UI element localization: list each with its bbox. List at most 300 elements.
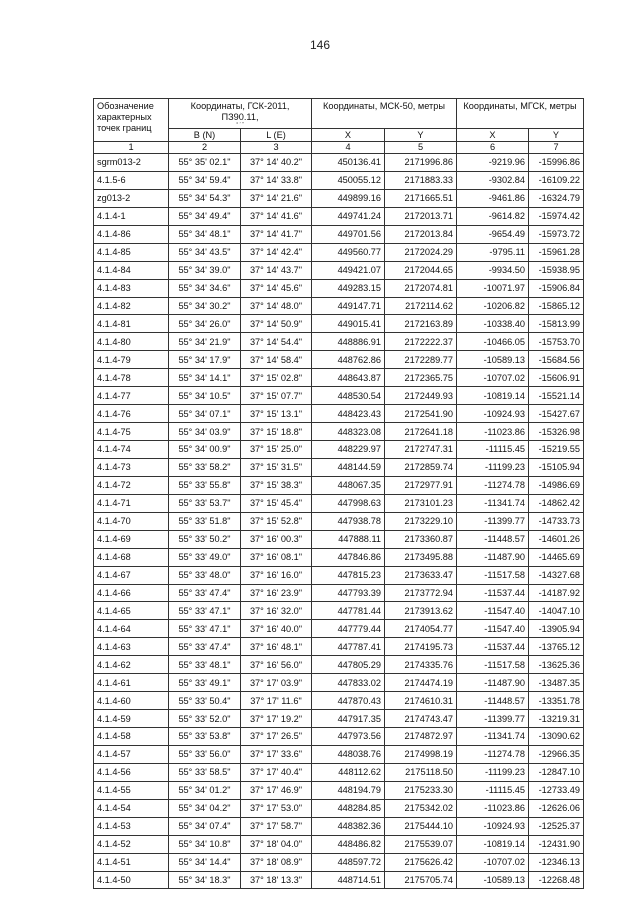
msk-x-cell: 448067.35 (312, 476, 385, 494)
msk-y-cell: 2174998.19 (385, 745, 457, 763)
longitude-cell: 37° 16' 40.0" (241, 620, 312, 638)
column-number: 3 (241, 142, 312, 154)
mgsk-y-cell: -12733.49 (529, 781, 584, 799)
point-id-cell: 4.1.4-66 (94, 584, 169, 602)
point-id-cell: 4.1.4-75 (94, 423, 169, 441)
msk-x-cell: 448486.82 (312, 835, 385, 853)
msk-y-cell: 2173101.23 (385, 494, 457, 512)
msk-y-cell: 2173772.94 (385, 584, 457, 602)
longitude-cell: 37° 14' 21.6" (241, 189, 312, 207)
table-row (94, 315, 584, 333)
point-id-cell: 4.1.4-83 (94, 279, 169, 297)
msk-x-cell: 449560.77 (312, 243, 385, 261)
mgsk-x-cell: -9461.86 (457, 189, 529, 207)
longitude-cell: 37° 14' 45.6" (241, 279, 312, 297)
table-row (94, 207, 584, 225)
mgsk-y-cell: -12847.10 (529, 763, 584, 781)
point-id-cell: 4.1.4-50 (94, 871, 169, 889)
msk-x-cell: 448762.86 (312, 351, 385, 369)
mgsk-x-cell: -11199.23 (457, 763, 529, 781)
mgsk-y-cell: -13487.35 (529, 674, 584, 692)
latitude-cell: 55° 34' 10.8" (169, 835, 241, 853)
msk-y-cell: 2172541.90 (385, 405, 457, 423)
latitude-cell: 55° 34' 03.9" (169, 423, 241, 441)
point-id-cell: sgrm013-2 (94, 154, 169, 172)
mgsk-y-cell: -15684.56 (529, 351, 584, 369)
msk-y-cell: 2172024.29 (385, 243, 457, 261)
msk-x-cell: 447787.41 (312, 638, 385, 656)
msk-y-cell: 2175444.10 (385, 817, 457, 835)
latitude-cell: 55° 34' 04.2" (169, 799, 241, 817)
mgsk-y-cell: -12346.13 (529, 853, 584, 871)
mgsk-x-cell: -11448.57 (457, 692, 529, 710)
mgsk-y-cell: -14862.42 (529, 494, 584, 512)
table-row (94, 763, 584, 781)
point-id-cell: 4.1.4-67 (94, 566, 169, 584)
mgsk-y-cell: -14047.10 (529, 602, 584, 620)
mgsk-y-cell: -15961.28 (529, 243, 584, 261)
mgsk-y-cell: -15753.70 (529, 333, 584, 351)
point-id-cell: 4.1.4-81 (94, 315, 169, 333)
msk-y-cell: 2174610.31 (385, 692, 457, 710)
msk-y-cell: 2173495.88 (385, 548, 457, 566)
point-id-cell: 4.1.4-79 (94, 351, 169, 369)
latitude-cell: 55° 34' 59.4" (169, 171, 241, 189)
longitude-cell: 37° 18' 13.3" (241, 871, 312, 889)
point-id-cell: 4.1.4-70 (94, 512, 169, 530)
table-row (94, 297, 584, 315)
latitude-cell: 55° 33' 53.8" (169, 728, 241, 746)
point-id-cell: 4.1.4-73 (94, 458, 169, 476)
point-id-cell: 4.1.4-57 (94, 745, 169, 763)
msk-y-cell: 2175705.74 (385, 871, 457, 889)
mgsk-x-cell: -11547.40 (457, 620, 529, 638)
longitude-cell: 37° 15' 18.8" (241, 423, 312, 441)
longitude-cell: 37° 16' 48.1" (241, 638, 312, 656)
mgsk-y-cell: -12626.06 (529, 799, 584, 817)
mgsk-x-cell: -10466.05 (457, 333, 529, 351)
msk-y-cell: 2172044.65 (385, 261, 457, 279)
table-row (94, 745, 584, 763)
longitude-cell: 37° 15' 45.4" (241, 494, 312, 512)
msk-y-cell: 2174872.97 (385, 728, 457, 746)
msk-y-cell: 2175118.50 (385, 763, 457, 781)
latitude-cell: 55° 35' 02.1" (169, 154, 241, 172)
msk-x-cell: 449899.16 (312, 189, 385, 207)
mgsk-y-cell: -13905.94 (529, 620, 584, 638)
table-row (94, 154, 584, 172)
latitude-cell: 55° 34' 18.3" (169, 871, 241, 889)
msk-x-cell: 447917.35 (312, 710, 385, 728)
header-gsk-label: Координаты, ГСК-2011, ПЗ90.11, (190, 101, 290, 122)
mgsk-y-cell: -16109.22 (529, 171, 584, 189)
mgsk-x-cell: -9302.84 (457, 171, 529, 189)
point-id-cell: 4.1.4-72 (94, 476, 169, 494)
point-id-cell: 4.1.4-60 (94, 692, 169, 710)
table-row (94, 494, 584, 512)
latitude-cell: 55° 33' 48.0" (169, 566, 241, 584)
mgsk-y-cell: -15427.67 (529, 405, 584, 423)
table-row (94, 279, 584, 297)
latitude-cell: 55° 33' 47.1" (169, 602, 241, 620)
table-row (94, 674, 584, 692)
longitude-cell: 37° 15' 07.7" (241, 387, 312, 405)
mgsk-y-cell: -15906.84 (529, 279, 584, 297)
point-id-cell: 4.1.4-85 (94, 243, 169, 261)
msk-x-cell: 448284.85 (312, 799, 385, 817)
msk-x-cell: 450055.12 (312, 171, 385, 189)
header-mgsk-coordinates: Координаты, МГСК, метры (457, 99, 584, 129)
msk-y-cell: 2173360.87 (385, 530, 457, 548)
mgsk-y-cell: -12525.37 (529, 817, 584, 835)
table-row (94, 799, 584, 817)
msk-y-cell: 2172365.75 (385, 369, 457, 387)
mgsk-x-cell: -11547.40 (457, 602, 529, 620)
msk-y-cell: 2172013.71 (385, 207, 457, 225)
table-row (94, 261, 584, 279)
latitude-cell: 55° 33' 50.2" (169, 530, 241, 548)
point-id-cell: 4.1.4-86 (94, 225, 169, 243)
mgsk-x-cell: -9654.49 (457, 225, 529, 243)
point-id-cell: 4.1.4-62 (94, 656, 169, 674)
mgsk-y-cell: -13351.78 (529, 692, 584, 710)
msk-x-cell: 448530.54 (312, 387, 385, 405)
latitude-cell: 55° 34' 14.1" (169, 369, 241, 387)
point-id-cell: 4.1.4-58 (94, 728, 169, 746)
table-row (94, 817, 584, 835)
mgsk-x-cell: -10071.97 (457, 279, 529, 297)
mgsk-y-cell: -16324.79 (529, 189, 584, 207)
mgsk-y-cell: -14601.26 (529, 530, 584, 548)
msk-x-cell: 449701.56 (312, 225, 385, 243)
msk-y-cell: 2173633.47 (385, 566, 457, 584)
table-row (94, 710, 584, 728)
msk-y-cell: 2174195.73 (385, 638, 457, 656)
point-id-cell: 4.1.4-65 (94, 602, 169, 620)
msk-x-cell: 449421.07 (312, 261, 385, 279)
longitude-cell: 37° 14' 48.0" (241, 297, 312, 315)
column-number: 6 (457, 142, 529, 154)
msk-y-cell: 2171883.33 (385, 171, 457, 189)
msk-y-cell: 2175626.42 (385, 853, 457, 871)
latitude-cell: 55° 33' 52.0" (169, 710, 241, 728)
mgsk-x-cell: -11487.90 (457, 548, 529, 566)
mgsk-y-cell: -15813.99 (529, 315, 584, 333)
mgsk-y-cell: -14733.73 (529, 512, 584, 530)
mgsk-x-cell: -9934.50 (457, 261, 529, 279)
latitude-cell: 55° 34' 07.4" (169, 817, 241, 835)
latitude-cell: 55° 33' 47.1" (169, 620, 241, 638)
mgsk-x-cell: -9795.11 (457, 243, 529, 261)
msk-x-cell: 447815.23 (312, 566, 385, 584)
longitude-cell: 37° 17' 26.5" (241, 728, 312, 746)
longitude-cell: 37° 15' 02.8" (241, 369, 312, 387)
msk-x-cell: 449283.15 (312, 279, 385, 297)
longitude-cell: 37° 14' 40.2" (241, 154, 312, 172)
msk-y-cell: 2174054.77 (385, 620, 457, 638)
msk-x-cell: 447779.44 (312, 620, 385, 638)
longitude-cell: 37° 16' 32.0" (241, 602, 312, 620)
column-number: 7 (529, 142, 584, 154)
table-row (94, 728, 584, 746)
longitude-cell: 37° 18' 04.0" (241, 835, 312, 853)
msk-x-cell: 450136.41 (312, 154, 385, 172)
table-row (94, 781, 584, 799)
longitude-cell: 37° 14' 50.9" (241, 315, 312, 333)
msk-y-cell: 2175539.07 (385, 835, 457, 853)
msk-y-cell: 2172222.37 (385, 333, 457, 351)
mgsk-x-cell: -10819.14 (457, 387, 529, 405)
mgsk-x-cell: -11517.58 (457, 566, 529, 584)
msk-x-cell: 447781.44 (312, 602, 385, 620)
point-id-cell: 4.1.4-51 (94, 853, 169, 871)
msk-y-cell: 2172859.74 (385, 458, 457, 476)
latitude-cell: 55° 33' 58.5" (169, 763, 241, 781)
longitude-cell: 37° 15' 38.3" (241, 476, 312, 494)
mgsk-x-cell: -11023.86 (457, 799, 529, 817)
table-row (94, 656, 584, 674)
mgsk-x-cell: -11341.74 (457, 728, 529, 746)
longitude-cell: 37° 15' 31.5" (241, 458, 312, 476)
msk-x-cell: 448229.97 (312, 441, 385, 459)
msk-x-cell: 447998.63 (312, 494, 385, 512)
table-row (94, 189, 584, 207)
msk-x-cell: 448714.51 (312, 871, 385, 889)
msk-y-cell: 2174335.76 (385, 656, 457, 674)
point-id-cell: 4.1.4-68 (94, 548, 169, 566)
mgsk-x-cell: -11274.78 (457, 476, 529, 494)
column-number: 5 (385, 142, 457, 154)
latitude-cell: 55° 34' 26.0" (169, 315, 241, 333)
mgsk-x-cell: -11274.78 (457, 745, 529, 763)
header-gsk-coordinates (169, 99, 312, 129)
longitude-cell: 37° 15' 52.8" (241, 512, 312, 530)
point-id-cell: 4.1.5-6 (94, 171, 169, 189)
table-row (94, 458, 584, 476)
msk-x-cell: 448323.08 (312, 423, 385, 441)
coordinates-table (93, 98, 584, 889)
longitude-cell: 37° 18' 08.9" (241, 853, 312, 871)
longitude-cell: 37° 14' 41.7" (241, 225, 312, 243)
msk-y-cell: 2172074.81 (385, 279, 457, 297)
msk-x-cell: 448597.72 (312, 853, 385, 871)
latitude-cell: 55° 33' 49.1" (169, 674, 241, 692)
point-id-cell: 4.1.4-71 (94, 494, 169, 512)
table-row (94, 171, 584, 189)
mgsk-y-cell: -14465.69 (529, 548, 584, 566)
mgsk-y-cell: -15865.12 (529, 297, 584, 315)
column-number: 1 (94, 142, 169, 154)
latitude-cell: 55° 34' 54.3" (169, 189, 241, 207)
point-id-cell: 4.1.4-64 (94, 620, 169, 638)
latitude-cell: 55° 34' 14.4" (169, 853, 241, 871)
point-id-cell: 4.1.4-53 (94, 817, 169, 835)
mgsk-x-cell: -10924.93 (457, 405, 529, 423)
msk-y-cell: 2172114.62 (385, 297, 457, 315)
table-row (94, 243, 584, 261)
latitude-cell: 55° 34' 48.1" (169, 225, 241, 243)
mgsk-y-cell: -15974.42 (529, 207, 584, 225)
msk-x-cell: 447833.02 (312, 674, 385, 692)
longitude-cell: 37° 14' 42.4" (241, 243, 312, 261)
table-row (94, 423, 584, 441)
table-row (94, 405, 584, 423)
mgsk-x-cell: -11517.58 (457, 656, 529, 674)
msk-x-cell: 448194.79 (312, 781, 385, 799)
msk-y-cell: 2175233.30 (385, 781, 457, 799)
mgsk-x-cell: -10707.02 (457, 369, 529, 387)
longitude-cell: 37° 15' 13.1" (241, 405, 312, 423)
table-row (94, 369, 584, 387)
mgsk-y-cell: -12268.48 (529, 871, 584, 889)
longitude-cell: 37° 14' 43.7" (241, 261, 312, 279)
longitude-cell: 37° 16' 08.1" (241, 548, 312, 566)
mgsk-y-cell: -14187.92 (529, 584, 584, 602)
longitude-cell: 37° 16' 16.0" (241, 566, 312, 584)
longitude-cell: 37° 14' 54.4" (241, 333, 312, 351)
table-row (94, 548, 584, 566)
mgsk-x-cell: -11399.77 (457, 512, 529, 530)
column-number: 4 (312, 142, 385, 154)
msk-x-cell: 447793.39 (312, 584, 385, 602)
mgsk-y-cell: -13090.62 (529, 728, 584, 746)
table-row (94, 602, 584, 620)
longitude-cell: 37° 17' 11.6" (241, 692, 312, 710)
latitude-cell: 55° 33' 47.4" (169, 638, 241, 656)
point-id-cell: 4.1.4-1 (94, 207, 169, 225)
mgsk-x-cell: -11448.57 (457, 530, 529, 548)
mgsk-x-cell: -10206.82 (457, 297, 529, 315)
longitude-cell: 37° 17' 33.6" (241, 745, 312, 763)
longitude-cell: 37° 14' 33.8" (241, 171, 312, 189)
coordinates-table-body (94, 154, 584, 889)
point-id-cell: 4.1.4-80 (94, 333, 169, 351)
mgsk-x-cell: -11537.44 (457, 638, 529, 656)
mgsk-y-cell: -15973.72 (529, 225, 584, 243)
table-row (94, 566, 584, 584)
mgsk-x-cell: -10338.40 (457, 315, 529, 333)
mgsk-y-cell: -13625.36 (529, 656, 584, 674)
msk-y-cell: 2172977.91 (385, 476, 457, 494)
mgsk-y-cell: -15326.98 (529, 423, 584, 441)
msk-x-cell: 448144.59 (312, 458, 385, 476)
longitude-cell: 37° 17' 53.0" (241, 799, 312, 817)
msk-y-cell: 2172289.77 (385, 351, 457, 369)
point-id-cell: 4.1.4-61 (94, 674, 169, 692)
longitude-cell: 37° 17' 46.9" (241, 781, 312, 799)
latitude-cell: 55° 34' 07.1" (169, 405, 241, 423)
msk-x-cell: 448886.91 (312, 333, 385, 351)
longitude-cell: 37° 17' 19.2" (241, 710, 312, 728)
page-number: 146 (309, 38, 331, 52)
point-id-cell: 4.1.4-54 (94, 799, 169, 817)
longitude-cell: 37° 17' 40.4" (241, 763, 312, 781)
mgsk-y-cell: -14986.69 (529, 476, 584, 494)
latitude-cell: 55° 33' 56.0" (169, 745, 241, 763)
msk-y-cell: 2174743.47 (385, 710, 457, 728)
longitude-cell: 37° 16' 23.9" (241, 584, 312, 602)
latitude-cell: 55° 33' 55.8" (169, 476, 241, 494)
mgsk-y-cell: -14327.68 (529, 566, 584, 584)
point-id-cell: 4.1.4-55 (94, 781, 169, 799)
longitude-cell: 37° 17' 58.7" (241, 817, 312, 835)
table-row (94, 638, 584, 656)
msk-y-cell: 2172013.84 (385, 225, 457, 243)
point-id-cell: 4.1.4-82 (94, 297, 169, 315)
subheader-b: B (N) (169, 129, 241, 142)
latitude-cell: 55° 34' 34.6" (169, 279, 241, 297)
mgsk-x-cell: -11115.45 (457, 441, 529, 459)
msk-x-cell: 448423.43 (312, 405, 385, 423)
mgsk-y-cell: -15996.86 (529, 154, 584, 172)
msk-x-cell: 449147.71 (312, 297, 385, 315)
table-row (94, 351, 584, 369)
msk-x-cell: 447938.78 (312, 512, 385, 530)
mgsk-x-cell: -11487.90 (457, 674, 529, 692)
mgsk-x-cell: -10819.14 (457, 835, 529, 853)
msk-x-cell: 447973.56 (312, 728, 385, 746)
msk-y-cell: 2171996.86 (385, 154, 457, 172)
mgsk-x-cell: -9219.96 (457, 154, 529, 172)
mgsk-x-cell: -11399.77 (457, 710, 529, 728)
msk-x-cell: 448382.36 (312, 817, 385, 835)
header-point-designation: Обозначение характерных точек границ (94, 99, 169, 142)
latitude-cell: 55° 33' 58.2" (169, 458, 241, 476)
latitude-cell: 55° 33' 48.1" (169, 656, 241, 674)
mgsk-x-cell: -11023.86 (457, 423, 529, 441)
latitude-cell: 55° 34' 49.4" (169, 207, 241, 225)
header-gsk-units: ° ′ ″ (236, 122, 244, 128)
msk-x-cell: 449015.41 (312, 315, 385, 333)
mgsk-y-cell: -12431.90 (529, 835, 584, 853)
longitude-cell: 37° 17' 03.9" (241, 674, 312, 692)
msk-x-cell: 447888.11 (312, 530, 385, 548)
table-row (94, 512, 584, 530)
table-row (94, 441, 584, 459)
mgsk-x-cell: -11199.23 (457, 458, 529, 476)
mgsk-x-cell: -10924.93 (457, 817, 529, 835)
msk-x-cell: 448643.87 (312, 369, 385, 387)
latitude-cell: 55° 33' 47.4" (169, 584, 241, 602)
msk-x-cell: 449741.24 (312, 207, 385, 225)
msk-y-cell: 2172449.93 (385, 387, 457, 405)
latitude-cell: 55° 34' 43.5" (169, 243, 241, 261)
table-row (94, 530, 584, 548)
mgsk-x-cell: -10589.13 (457, 351, 529, 369)
point-id-cell: 4.1.4-84 (94, 261, 169, 279)
longitude-cell: 37° 16' 00.3" (241, 530, 312, 548)
mgsk-x-cell: -9614.82 (457, 207, 529, 225)
mgsk-x-cell: -11115.45 (457, 781, 529, 799)
table-row (94, 853, 584, 871)
msk-x-cell: 447870.43 (312, 692, 385, 710)
latitude-cell: 55° 34' 21.9" (169, 333, 241, 351)
mgsk-y-cell: -15219.55 (529, 441, 584, 459)
latitude-cell: 55° 34' 00.9" (169, 441, 241, 459)
point-id-cell: zg013-2 (94, 189, 169, 207)
table-row (94, 620, 584, 638)
column-number: 2 (169, 142, 241, 154)
mgsk-x-cell: -11537.44 (457, 584, 529, 602)
longitude-cell: 37° 16' 56.0" (241, 656, 312, 674)
table-row (94, 476, 584, 494)
subheader-msk-x: X (312, 129, 385, 142)
point-id-cell: 4.1.4-56 (94, 763, 169, 781)
latitude-cell: 55° 34' 01.2" (169, 781, 241, 799)
point-id-cell: 4.1.4-77 (94, 387, 169, 405)
subheader-mgsk-y: Y (529, 129, 584, 142)
point-id-cell: 4.1.4-52 (94, 835, 169, 853)
